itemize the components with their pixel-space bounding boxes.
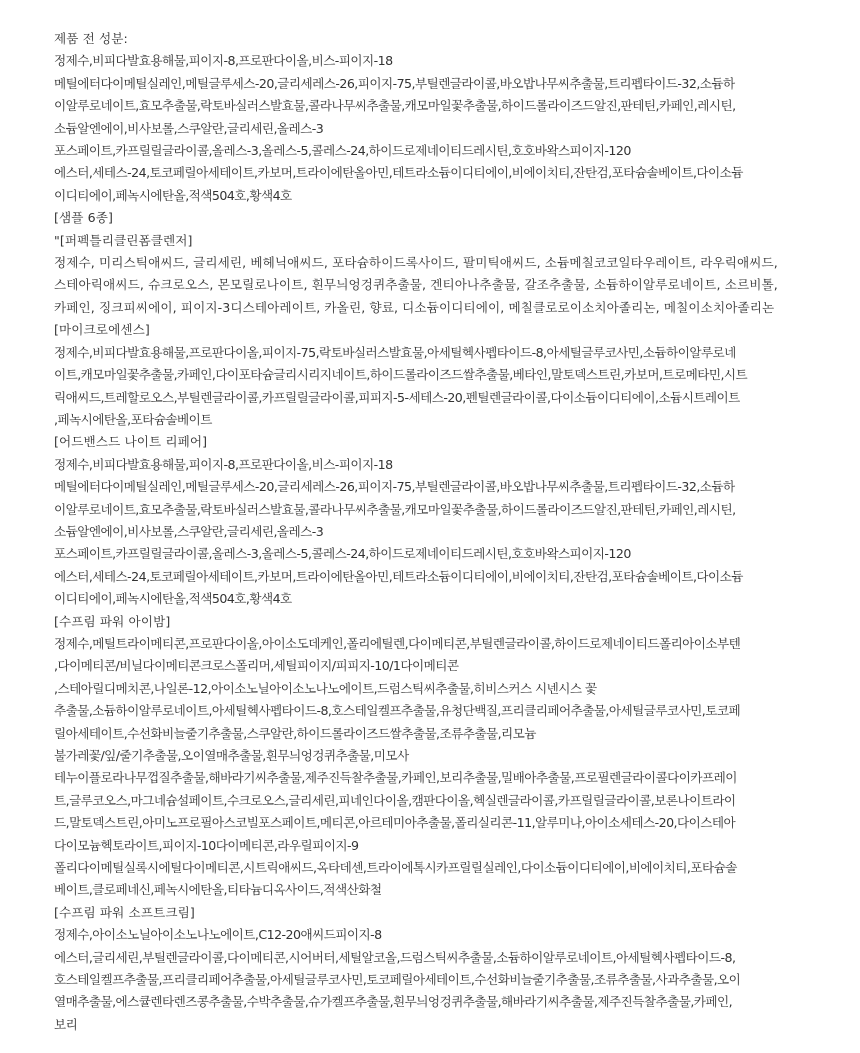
text-line: 제품 전 성분:	[54, 31, 128, 46]
text-line: 호스테일켈프추출물,프리클리페어추출물,아세틸글루코사민,토코페릴아세테이트,수선화비늘줄기추출물,조류추출물,사과추출물,오이	[54, 972, 741, 988]
text-line: "[퍼펙틀리클린폼클렌저]	[54, 232, 193, 248]
text-line: ,스테아릴디메치콘,나일론-12,아이소노닐아이소노나노에이트,드럼스틱씨추출물,히비스커스 시넨시스 꽃	[54, 680, 597, 696]
text-line: 테누이플로라나무껍질추출물,해바라기씨추출물,제주진득찰추출물,카페인,보리추출물,밀배아추출물,프로필렌글라이콜다이카프레이	[54, 770, 737, 786]
text-line: 보리	[54, 1016, 78, 1032]
text-line: 소듐알엔에이,비사보롤,스쿠알란,글리세린,올레스-3	[54, 523, 324, 539]
text-line: 이알루로네이트,효모추출물,락토바실러스발효물,콜라나무씨추출물,캐모마일꽃추출물,하이드롤라이즈드알진,판테틴,카페인,레시틴,	[54, 98, 736, 114]
text-line: 정제수,비피다발효용해물,피이지-8,프로판다이올,비스-피이지-18	[54, 456, 393, 472]
text-line: 정제수, 미리스틱애씨드, 글리세린, 베헤닉애씨드, 포타슘하이드록사이드, 팔미틱애씨드, 소듐메칠코코일타우레이트, 라우릭애씨드,	[54, 255, 778, 271]
text-line: 추출물,소듐하이알루로네이트,아세틸헥사펩타이드-8,호스테일켈프추출물,유청단백질,프리클리페어추출물,아세틸글루코사민,토코페	[54, 703, 741, 719]
text-line: 다이모늄헥토라이트,피이지-10다이메티콘,라우릴피이지-9	[54, 837, 359, 853]
text-line: 스테아릭애씨드, 슈크로오스, 몬모릴로나이트, 흰무늬엉겅퀴추출물, 겐티아나추출물, 갈조추출물, 소듐하이알루로네이트, 소르비톨,	[54, 277, 778, 293]
text-line: 메틸에터다이메틸실레인,메틸글루세스-20,글리세레스-26,피이지-75,부틸렌글라이콜,바오밥나무씨추출물,트리펩타이드-32,소듐하	[54, 479, 735, 495]
text-line: 소듐알엔에이,비사보롤,스쿠알란,글리세린,올레스-3	[54, 120, 324, 136]
text-line: 정제수,아이소노닐아이소노나노에이트,C12-20애씨드피이지-8	[54, 927, 382, 943]
text-line: 릴아세테이트,수선화비늘줄기추출물,스쿠알란,하이드롤라이즈드쌀추출물,조류추출물,리모늄	[54, 725, 536, 741]
text-line: 이디티에이,페녹시에탄올,적색504호,황색4호	[54, 591, 292, 607]
text-line: 릭애씨드,트레할로오스,부틸렌글라이콜,카프릴릴글라이콜,피피지-5-세테스-20,펜틸렌글라이콜,다이소듐이디티에이,소듐시트레이트	[54, 389, 740, 405]
text-line: 메틸에터다이메틸실레인,메틸글루세스-20,글리세레스-26,피이지-75,부틸렌글라이콜,바오밥나무씨추출물,트리펩타이드-32,소듐하	[54, 75, 735, 91]
text-line: [마이크로에센스]	[54, 322, 150, 338]
text-line: 이디티에이,페녹시에탄올,적색504호,황색4호	[54, 187, 292, 203]
text-line: 폴리다이메틸실록시에틸다이메티콘,시트릭애씨드,옥타데센,트라이에톡시카프릴릴실레인,다이소듐이디티에이,비에이치티,포타슘솔	[54, 860, 737, 876]
text-line: 드,말토덱스트린,아미노프로필아스코빌포스페이트,메티콘,아르테미아추출물,폴리실리콘-11,알루미나,아이소세테스-20,다이스테아	[54, 815, 736, 831]
text-line: 포스페이트,카프릴릴글라이콜,올레스-3,올레스-5,콜레스-24,하이드로제네이티드레시틴,호호바왁스피이지-120	[54, 143, 631, 159]
text-line: 베이트,클로페네신,페녹시에탄올,티타늄디옥사이드,적색산화철	[54, 882, 382, 898]
text-line: 정제수,메틸트라이메티콘,프로판다이올,아이소도데케인,폴리에틸렌,다이메티콘,부틸렌글라이콜,하이드로제네이티드폴리아이소부텐	[54, 635, 741, 651]
text-line: [어드밴스드 나이트 리페어]	[54, 434, 208, 450]
text-line: 이트,캐모마일꽃추출물,카페인,다이포타슘글리시리지네이트,하이드롤라이즈드쌀추출물,베타인,말토덱스트린,카보머,트로메타민,시트	[54, 367, 748, 383]
text-line: [수프림 파워 아이밤]	[54, 613, 171, 629]
text-line: 포스페이트,카프릴릴글라이콜,올레스-3,올레스-5,콜레스-24,하이드로제네이티드레시틴,호호바왁스피이지-120	[54, 546, 631, 562]
text-line: 에스터,글리세린,부틸렌글라이콜,다이메티콘,시어버터,세틸알코올,드럼스틱씨추출물,소듐하이알루로네이트,아세틸헥사펩타이드-8,	[54, 949, 736, 965]
text-line: 열매추출물,에스큘렌타렌즈콩추출물,수박추출물,슈가켈프추출물,흰무늬엉겅퀴추출물,해바라기씨추출물,제주진득찰추출물,카페인,	[54, 994, 733, 1010]
text-line: 정제수,비피다발효용해물,피이지-8,프로판다이올,비스-피이지-18	[54, 53, 393, 69]
text-line: 카페인, 징크피씨에이, 피이지-3디스테아레이트, 카올린, 향료, 디소듐이디티에이, 메칠클로로이소치아졸리논, 메칠이소치아졸리논	[54, 299, 775, 315]
text-line: ,페녹시에탄올,포타슘솔베이트	[54, 411, 212, 427]
text-line: [수프림 파워 소프트크림]	[54, 904, 195, 920]
text-line: 에스터,세테스-24,토코페릴아세테이트,카보머,트라이에탄올아민,테트라소듐이디티에이,비에이치티,잔탄검,포타슘솔베이트,다이소듐	[54, 165, 743, 181]
text-line: 에스터,세테스-24,토코페릴아세테이트,카보머,트라이에탄올아민,테트라소듐이디티에이,비에이치티,잔탄검,포타슘솔베이트,다이소듐	[54, 568, 743, 584]
text-line: 정제수,비피다발효용해물,프로판다이올,피이지-75,락토바실러스발효물,아세틸헥사펩타이드-8,아세틸글루코사민,소듐하이알루로네	[54, 344, 736, 360]
text-line: [샘플 6종]	[54, 210, 114, 226]
text-line: 이알루로네이트,효모추출물,락토바실러스발효물,콜라나무씨추출물,캐모마일꽃추출물,하이드롤라이즈드알진,판테틴,카페인,레시틴,	[54, 501, 736, 517]
text-line: ,다이메티콘/비닐다이메티콘크로스폴리머,세틸피이지/피피지-10/1다이메티콘	[54, 658, 459, 674]
text-line: 트,글루코오스,마그네슘설페이트,수크로오스,글리세린,피네인다이올,캠판다이올,헥실렌글라이콜,카프릴릴글라이콜,보론나이트라이	[54, 792, 736, 808]
text-line: 불가레꽃/잎/줄기추출물,오이열매추출물,흰무늬엉겅퀴추출물,미모사	[54, 748, 409, 763]
